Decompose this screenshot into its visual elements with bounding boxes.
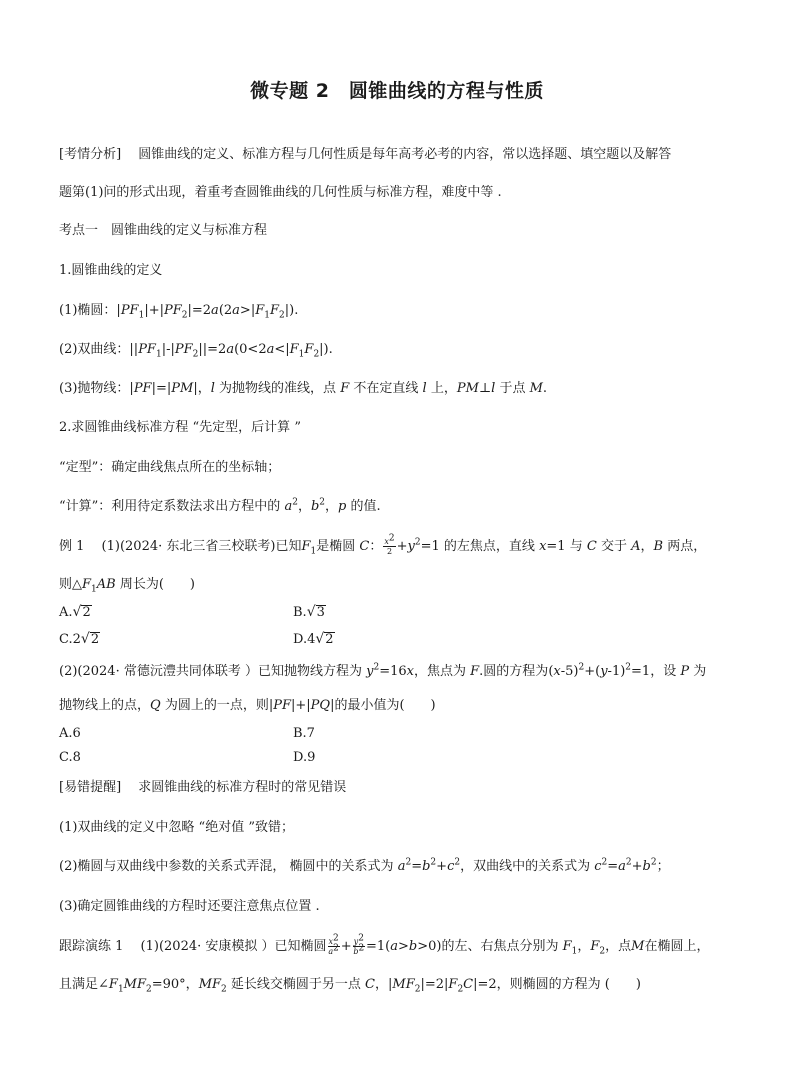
page-title: 微专题 2 圆锥曲线的方程与性质 [250,80,544,102]
choice-a[interactable]: A. √ 2 [59,604,91,620]
subheading-definition: 1.圆锥曲线的定义 [59,263,163,278]
ellipse-definition: (1)椭圆：$|PF_1|+|PF_2|=2a(2a>|F_1F_2|)$. [59,303,299,321]
mistake-item-2: (2)椭圆与双曲线中参数的关系式弄混， 椭圆中的关系式为 $a^2=b^2+c^2$，双曲线中的关系式为 $c^2=a^2+b^2$； [59,857,670,874]
practice-label: 跟踪演练 1 [59,939,124,954]
practice-1-line-2: 且满足$\angle F_1MF_2=90^\circ$，$MF_2$ 延长线交椭圆于另一点 C，$|MF_2|=2|F_2C|=2$，则椭圆的方程为 ( ) [59,977,641,995]
choice-2-c[interactable]: C.8 [59,750,81,765]
hyperbola-definition: (2)双曲线：$||PF_1|-|PF_2||=2a(0<2a<|F_1F_2|)$. [59,342,333,360]
practice-1-line-1: 跟踪演练 1 (1)(2024· 安康模拟 ）已知椭圆 $\frac{x^2}{a^2}$ + $\frac{y^2}{b^2}$ =1(a>b>0)的左、右焦点分别为 $F_1$，$F_2$，点M在椭圆上， [59,933,710,957]
parabola-definition: (3)抛物线：|PF|=|PM|，l 为抛物线的准线，点 F 不在定直线 l 上，PM⊥l 于点 M. [59,381,548,396]
example-1-part-1-line-2: 则$\triangle F_1AB$ 周长为( ) [59,577,196,595]
choice-d[interactable]: D.4 √ 2 [293,631,334,647]
choice-2-b[interactable]: B.7 [293,726,315,741]
mistake-item-3: (3)确定圆锥曲线的方程时还要注意焦点位置 . [59,899,320,914]
choice-b[interactable]: B. √ 3 [293,604,325,620]
mistakes-heading: [易错提醒] 求圆锥曲线的标准方程时的常见错误 [59,780,347,795]
jisuan-text: “计算”：利用待定系数法求出方程中的 $a^2$，$b^2$，p 的值. [59,497,381,514]
choice-c[interactable]: C.2 √ 2 [59,631,100,647]
analysis-tag: [考情分析] [59,147,122,162]
subheading-standard-equation: 2.求圆锥曲线标准方程 “先定型，后计算 ” [59,420,301,435]
example-1-part-1: 例 1 (1)(2024· 东北三省三校联考)已知$F_1$是椭圆 C： $\frac{x^2}{2}$ $+y^2=1$ 的左焦点，直线 x=1 与 C 交于 A，B 两点， [59,533,707,557]
choice-2-d[interactable]: D.9 [293,750,316,765]
dingxing-text: “定型”：确定曲线焦点所在的坐标轴； [59,460,281,475]
example-label: 例 1 [59,539,85,554]
example-1-part-2-line-2: 抛物线上的点，Q 为圆上的一点，则|PF|+|PQ|的最小值为( ) [59,698,436,713]
section-heading: 考点一 圆锥曲线的定义与标准方程 [59,223,268,238]
mistakes-tag: [易错提醒] [59,780,122,795]
analysis-line-2: 题第(1)问的形式出现，着重考查圆锥曲线的几何性质与标准方程，难度中等 . [59,185,502,200]
choice-2-a[interactable]: A.6 [59,726,81,741]
mistake-item-1: (1)双曲线的定义中忽略 “绝对值 ”致错； [59,820,294,835]
example-1-part-2: (2)(2024· 常德沅澧共同体联考 ）已知抛物线方程为 $y^2=16x$，焦点为 F.圆的方程为$(x-5)^2+(y-1)^2=1$，设 P 为 [59,662,707,679]
analysis-line-1: [考情分析] 圆锥曲线的定义、标准方程与几何性质是每年高考必考的内容，常以选择题、填空题以及解答 [59,147,672,162]
